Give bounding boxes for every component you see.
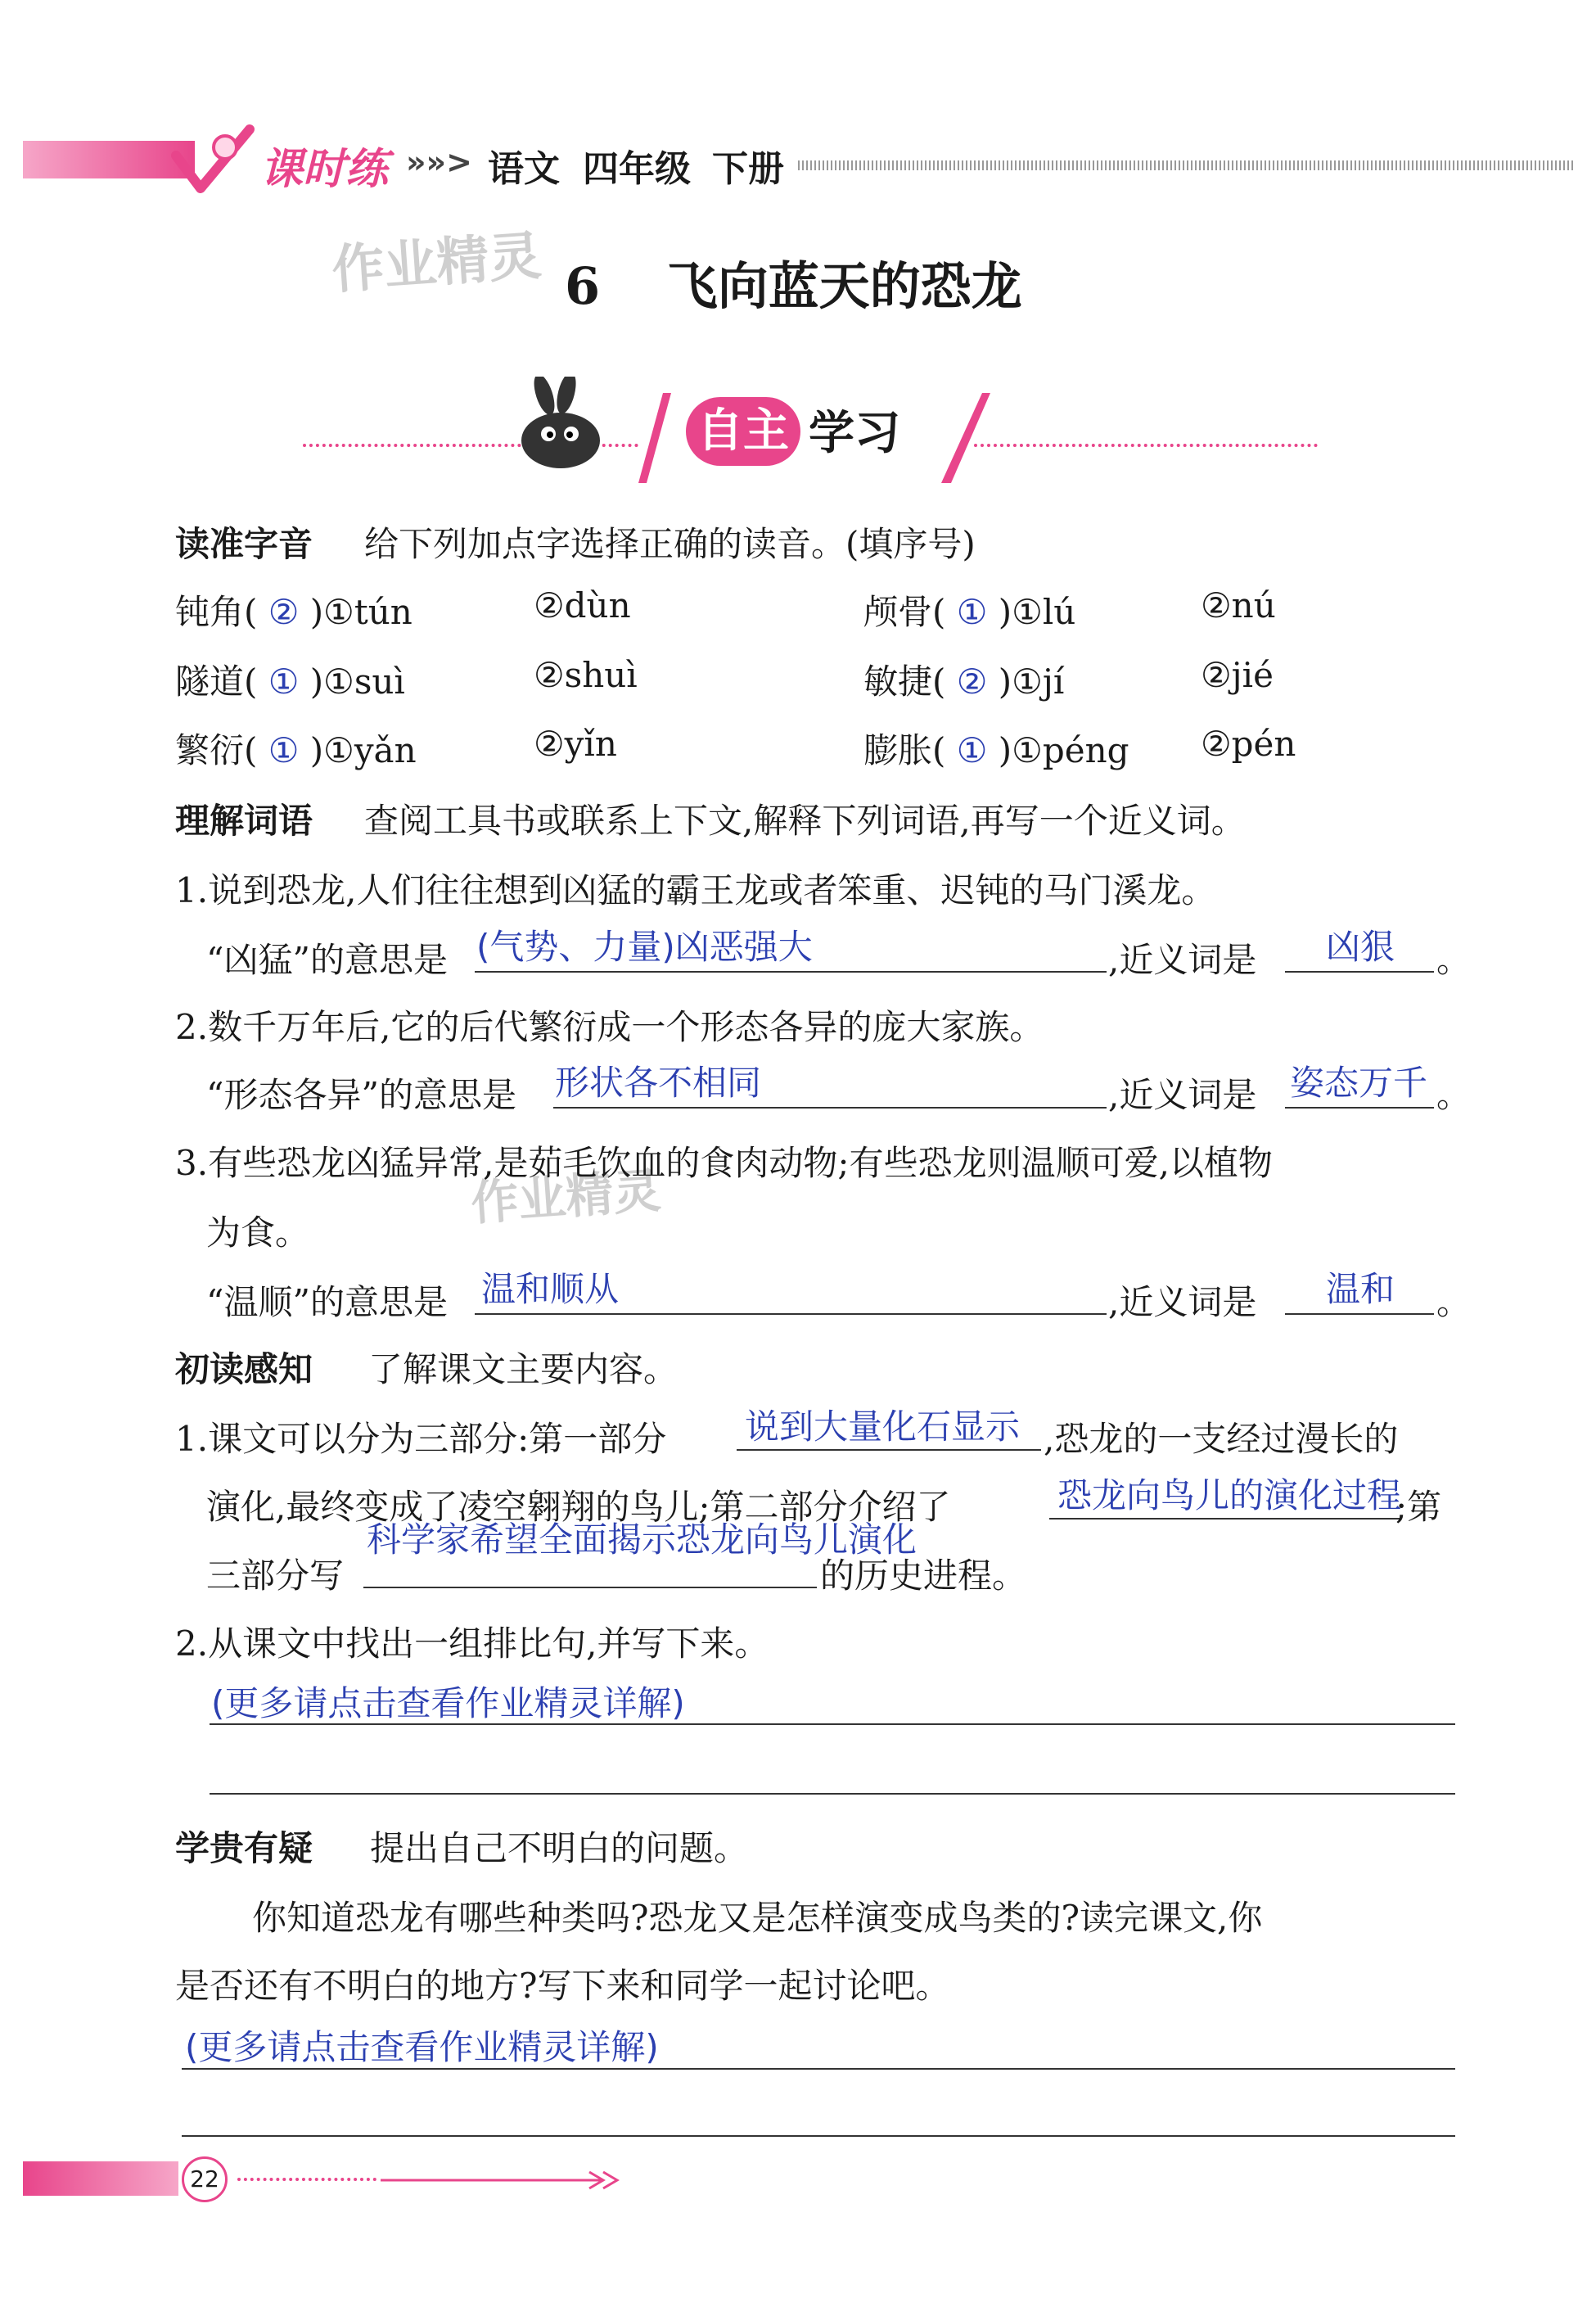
pinyin-item: 颅骨( ① )①lú xyxy=(863,592,1076,632)
vocab-q1-synonym-label: ,近义词是 xyxy=(1108,940,1257,980)
reading-q2: 2.从课文中找出一组排比句,并写下来。 xyxy=(175,1623,769,1664)
pinyin-option-1: ①péng xyxy=(1012,730,1129,770)
reading-q1-part-a: 1.课文可以分为三部分:第一部分 xyxy=(175,1419,667,1459)
pinyin-answer: ① xyxy=(268,662,300,702)
pinyin-item: 敏捷( ② )①jí xyxy=(863,662,1065,702)
question-paragraph-line-1: 你知道恐龙有哪些种类吗?恐龙又是怎样演变成鸟类的?读完课文,你 xyxy=(252,1898,1263,1938)
vocab-q3-synonym: 温和 xyxy=(1326,1269,1395,1309)
answer-line xyxy=(1285,971,1434,973)
pinyin-word: 隧道 xyxy=(175,662,245,702)
vocab-q1-prompt: “凶猛”的意思是 xyxy=(206,940,448,980)
vocab-q2-meaning: 形状各不相同 xyxy=(555,1063,762,1103)
pinyin-word: 颅骨 xyxy=(863,592,933,632)
reading-q1-part-e: 三部分写 xyxy=(206,1556,345,1596)
vocab-q3-sentence-line-1: 3.有些恐龙凶猛异常,是茹毛饮血的食肉动物;有些恐龙则温顺可爱,以植物 xyxy=(175,1143,1273,1183)
reading-q1-answer-2: 恐龙向鸟儿的演化过程 xyxy=(1057,1475,1402,1515)
end-mark: 。 xyxy=(1436,940,1472,980)
vocab-q1-sentence: 1.说到恐龙,人们往往想到凶猛的霸王龙或者笨重、迟钝的马门溪龙。 xyxy=(175,870,1216,910)
watermark-top: 作业精灵 xyxy=(330,226,543,301)
answer-line xyxy=(1049,1518,1400,1520)
header-rule xyxy=(798,160,1576,170)
lesson-number: 6 xyxy=(565,256,601,316)
vocab-q2-sentence: 2.数千万年后,它的后代繁衍成一个形态各异的庞大家族。 xyxy=(175,1007,1044,1047)
answer-line xyxy=(210,1793,1455,1795)
answer-line xyxy=(182,2135,1455,2137)
pinyin-option-2: ②jié xyxy=(1201,655,1274,695)
pinyin-word: 繁衍 xyxy=(175,730,245,770)
logo-text: 课时练 xyxy=(260,145,389,194)
watermark-middle: 作业精灵 xyxy=(469,1162,663,1231)
vocab-q3-sentence-line-2: 为食。 xyxy=(206,1212,310,1253)
pinyin-item: 隧道( ① )①suì xyxy=(175,662,405,702)
question-paragraph-line-2: 是否还有不明白的地方?写下来和同学一起讨论吧。 xyxy=(175,1966,950,2006)
pinyin-item: 钝角( ② )①tún xyxy=(175,592,413,632)
pinyin-option-1: ①yǎn xyxy=(323,730,417,770)
reading-q2-answer: (更多请点击查看作业精灵详解) xyxy=(211,1683,685,1723)
reading-q1-part-f: 的历史进程。 xyxy=(820,1556,1027,1596)
reading-q1-part-c: 演化,最终变成了凌空翱翔的鸟儿;第二部分介绍了 xyxy=(206,1487,951,1527)
vocab-q3-meaning: 温和顺从 xyxy=(481,1269,620,1309)
pinyin-option-2: ②dùn xyxy=(534,585,631,625)
footer-dotline xyxy=(237,2178,376,2181)
reading-section-instruction: 了解课文主要内容。 xyxy=(368,1349,679,1389)
question-section-instruction: 提出自己不明白的问题。 xyxy=(370,1828,749,1868)
vocab-section-instruction: 查阅工具书或联系上下文,解释下列词语,再写一个近义词。 xyxy=(364,801,1246,841)
header-arrows: »»> xyxy=(406,144,472,180)
pinyin-option-2: ②pén xyxy=(1201,724,1296,764)
banner-dotline-right xyxy=(974,444,1318,447)
reading-section-title: 初读感知 xyxy=(175,1349,313,1389)
vocab-q3-prompt: “温顺”的意思是 xyxy=(206,1282,448,1322)
banner-label-highlight: 自主 xyxy=(686,397,800,466)
end-mark: 。 xyxy=(1436,1282,1472,1322)
section-banner xyxy=(295,377,1334,491)
vocab-q2-synonym-label: ,近义词是 xyxy=(1108,1075,1257,1115)
vocab-q2-synonym: 姿态万千 xyxy=(1290,1063,1428,1103)
reading-q1-part-d: ;第 xyxy=(1395,1487,1442,1527)
pinyin-item: 繁衍( ① )①yǎn xyxy=(175,730,417,770)
pinyin-answer: ② xyxy=(268,592,300,632)
header-volume: 下册 xyxy=(712,148,784,190)
pinyin-option-2: ②nú xyxy=(1201,585,1276,625)
reading-q1-part-b: ,恐龙的一支经过漫长的 xyxy=(1044,1419,1399,1459)
header-grade: 四年级 xyxy=(583,148,691,190)
answer-line xyxy=(475,971,1107,973)
vocab-section-title: 理解词语 xyxy=(175,801,313,841)
logo-check-icon xyxy=(168,123,258,196)
vocab-q1-meaning: (气势、力量)凶恶强大 xyxy=(476,927,813,967)
pinyin-answer: ① xyxy=(268,730,300,770)
pinyin-word: 膨胀 xyxy=(863,730,933,770)
pinyin-option-1: ①lú xyxy=(1012,592,1076,632)
answer-line xyxy=(1285,1107,1434,1109)
answer-line xyxy=(363,1587,817,1588)
vocab-q2-prompt: “形态各异”的意思是 xyxy=(206,1075,516,1115)
lesson-title xyxy=(565,246,1022,318)
page-number: 22 xyxy=(182,2156,228,2202)
end-mark: 。 xyxy=(1436,1075,1472,1115)
pinyin-option-2: ②shuì xyxy=(534,655,638,695)
reading-q1-answer-3: 科学家希望全面揭示恐龙向鸟儿演化 xyxy=(367,1520,917,1560)
footer-arrow-icon xyxy=(381,2168,626,2192)
footer-pink-bar xyxy=(23,2161,178,2196)
page-header xyxy=(0,123,1596,196)
pinyin-word: 敏捷 xyxy=(863,662,933,702)
pinyin-answer: ② xyxy=(956,662,988,702)
answer-line xyxy=(553,1107,1107,1109)
banner-slash-right-icon xyxy=(941,393,990,483)
vocab-q1-synonym: 凶狠 xyxy=(1326,927,1395,967)
header-subject: 语文 xyxy=(488,148,560,190)
pinyin-answer: ① xyxy=(956,730,988,770)
answer-line xyxy=(210,1723,1455,1725)
page-footer xyxy=(0,2153,1596,2219)
vocab-q3-synonym-label: ,近义词是 xyxy=(1108,1282,1257,1322)
reading-q1-answer-1: 说到大量化石显示 xyxy=(745,1407,1021,1447)
answer-line xyxy=(475,1313,1107,1315)
question-section-title: 学贵有疑 xyxy=(175,1828,313,1868)
pinyin-word: 钝角 xyxy=(175,592,245,632)
pinyin-section-title: 读准字音 xyxy=(175,524,313,564)
lesson-name: 飞向蓝天的恐龙 xyxy=(666,256,1022,316)
answer-line xyxy=(182,2068,1455,2070)
answer-line xyxy=(737,1449,1041,1451)
pinyin-option-2: ②yǐn xyxy=(534,724,617,764)
banner-slash-left-icon xyxy=(638,393,671,483)
banner-label: 学习 xyxy=(809,407,900,460)
question-answer: (更多请点击查看作业精灵详解) xyxy=(185,2027,659,2067)
answer-line xyxy=(1285,1313,1434,1315)
pinyin-item: 膨胀( ① )①péng xyxy=(863,730,1129,770)
pinyin-section-instruction: 给下列加点字选择正确的读音。(填序号) xyxy=(364,524,976,564)
pinyin-option-1: ①jí xyxy=(1012,662,1065,702)
pinyin-option-1: ①suì xyxy=(323,662,405,702)
pinyin-option-1: ①tún xyxy=(323,592,413,632)
rabbit-mascot-icon xyxy=(499,377,622,483)
pinyin-answer: ① xyxy=(956,592,988,632)
